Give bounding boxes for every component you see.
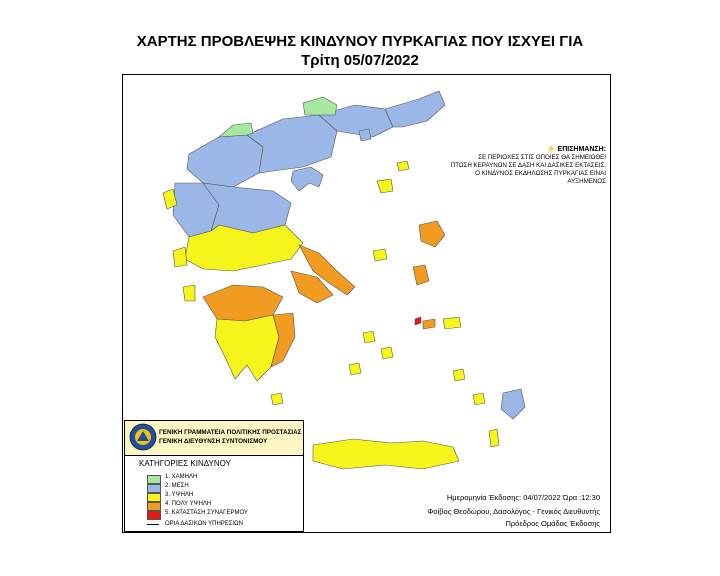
region-chios bbox=[413, 265, 429, 285]
notice-line-2: ΠΤΩΣΗ ΚΕΡΑΥΝΩΝ ΣΕ ΔΑΣΗ ΚΑΙ ΔΑΣΙΚΕΣ ΕΚΤΑΣΕΙΣ, bbox=[450, 162, 606, 169]
legend-label: 3. ΥΨΗΛΗ bbox=[165, 492, 194, 498]
region-north-low-1 bbox=[219, 123, 253, 137]
region-west-macedonia bbox=[187, 135, 263, 187]
role-line: Πρόεδρος Ομάδας Έκδοσης bbox=[505, 519, 600, 528]
border-label: ΟΡΙΑ ΔΑΣΙΚΩΝ ΥΠΗΡΕΣΙΩΝ bbox=[165, 521, 243, 527]
region-cyclades-2 bbox=[381, 347, 393, 359]
region-samothrace bbox=[397, 161, 409, 171]
region-thrace bbox=[385, 91, 445, 127]
legend-swatch bbox=[147, 475, 161, 484]
legend-label: 2. ΜΕΣΗ bbox=[165, 483, 189, 489]
region-central-macedonia bbox=[247, 115, 337, 173]
region-rhodes bbox=[501, 389, 525, 419]
lightning-icon: ⚡ bbox=[546, 146, 556, 153]
notice-line-3: Ο ΚΙΝΔΥΝΟΣ ΕΚΔΗΛΩΣΗΣ ΠΥΡΚΑΓΙΑΣ ΕΙΝΑΙ ΑΥΞΗΜΕΝΟΣ bbox=[475, 170, 606, 185]
border-line-icon bbox=[147, 524, 159, 525]
agency-line-2: ΓΕΝΙΚΗ ΔΙΕΥΘΥΝΣΗ ΣΥΝΤΟΝΙΣΜΟΥ bbox=[159, 438, 268, 445]
region-north-low-2 bbox=[303, 97, 337, 115]
region-thasos bbox=[359, 129, 371, 141]
region-skyros bbox=[373, 249, 387, 261]
legend-label: 4. ΠΟΛΥ ΥΨΗΛΗ bbox=[165, 501, 212, 507]
author-line: Φοίβος Θεοδώρου, Δασολόγος - Γενικός Διευθυντής bbox=[427, 507, 600, 516]
legend-label: 1. ΧΑΜΗΛΗ bbox=[165, 474, 198, 480]
agency-header bbox=[125, 421, 303, 456]
region-crete bbox=[313, 439, 459, 469]
map-date: Τρίτη 05/07/2022 bbox=[301, 52, 419, 69]
legend-swatch bbox=[147, 502, 161, 511]
legend-swatch bbox=[147, 511, 161, 520]
region-lesvos bbox=[419, 221, 445, 247]
region-ikaria bbox=[423, 319, 435, 329]
region-alarm-marker bbox=[415, 317, 421, 325]
region-kefalonia bbox=[173, 247, 187, 267]
region-dodecanese-2 bbox=[473, 393, 485, 405]
issue-date: Ημερομηνία Έκδοσης: 04/07/2022 Ώρα :12:30 bbox=[446, 493, 600, 502]
notice-line-1: ΣΕ ΠΕΡΙΟΧΕΣ ΣΤΙΣ ΟΠΟΙΕΣ ΘΑ ΣΗΜΕΙΩΘΕΙ bbox=[478, 154, 606, 161]
region-cyclades-3 bbox=[349, 363, 361, 375]
region-cyclades-1 bbox=[363, 331, 375, 343]
region-dodecanese-1 bbox=[453, 369, 465, 381]
region-peloponnese-south bbox=[215, 315, 279, 381]
region-halkidiki bbox=[291, 167, 323, 191]
region-zakynthos bbox=[183, 285, 195, 301]
map-title: ΧΑΡΤΗΣ ΠΡΟΒΛΕΨΗΣ ΚΙΝΔΥΝΟΥ ΠΥΡΚΑΓΙΑΣ ΠΟΥ ΙΣΧΥΕΙ ΓΙΑ bbox=[136, 33, 584, 50]
region-limnos bbox=[377, 179, 393, 193]
legend-swatch bbox=[147, 484, 161, 493]
region-kythira bbox=[271, 393, 283, 405]
legend-swatch bbox=[147, 493, 161, 502]
agency-line-1: ΓΕΝΙΚΗ ΓΡΑΜΜΑΤΕΙΑ ΠΟΛΙΤΙΚΗΣ ΠΡΟΣΤΑΣΙΑΣ bbox=[159, 429, 302, 436]
civil-protection-logo bbox=[129, 423, 157, 451]
legend-box bbox=[124, 420, 304, 532]
lightning-notice bbox=[436, 146, 606, 186]
categories-title: ΚΑΤΗΓΟΡΙΕΣ ΚΙΝΔΥΝΟΥ bbox=[139, 459, 231, 468]
region-samos bbox=[443, 317, 461, 329]
legend-label: 5. ΚΑΤΑΣΤΑΣΗ ΣΥΝΑΓΕΡΜΟΥ bbox=[165, 510, 248, 516]
region-karpathos bbox=[489, 429, 499, 447]
notice-heading: ΕΠΙΣΗΜΑΝΣΗ: bbox=[557, 146, 606, 153]
